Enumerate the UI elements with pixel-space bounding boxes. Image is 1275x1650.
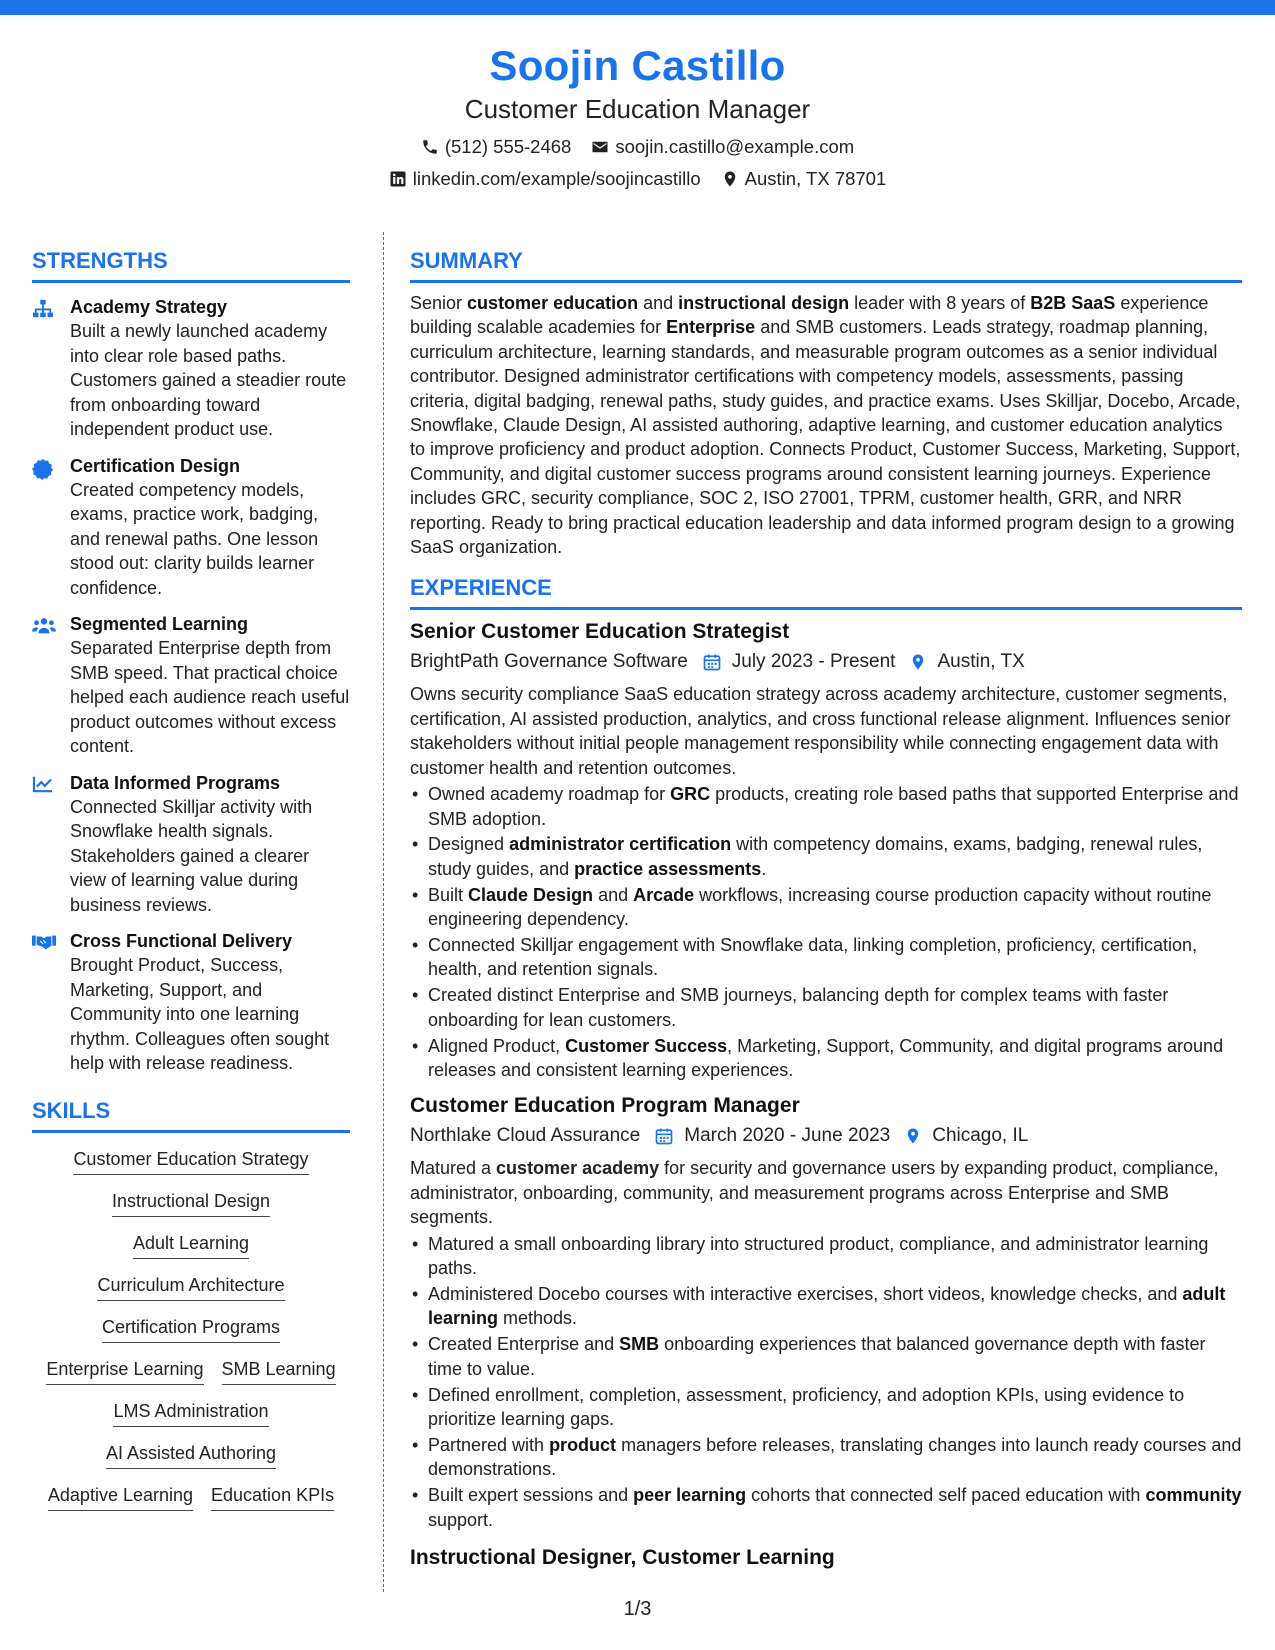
bullet-item [410, 883, 1242, 932]
text-segment: . [761, 858, 767, 879]
text-segment: methods. [498, 1308, 578, 1329]
bold-text: customer education [467, 293, 639, 313]
strength-desc: Separated Enterprise depth from SMB speed. That practical choice helped each audience reach useful product outcomes without excess content. [70, 638, 350, 756]
skill-tag: AI Assisted Authoring [106, 1441, 276, 1469]
bold-text: adult learning [428, 1284, 1226, 1329]
bold-text: Customer Success [565, 1035, 728, 1056]
skill-tag: Certification Programs [102, 1315, 280, 1343]
bold-text: SMB [619, 1334, 660, 1355]
section-rule [410, 607, 1242, 610]
text-segment: Owned academy roadmap for [428, 784, 671, 805]
strength-item [32, 454, 350, 601]
bullet-item [410, 1433, 1242, 1482]
text-segment: products, creating role based paths that supported Enterprise and SMB adoption. [428, 784, 1239, 829]
company-name: BrightPath Governance Software [410, 651, 688, 673]
skill-row [32, 1441, 350, 1469]
bold-text: GRC [670, 784, 711, 805]
text-segment: Owns security compliance SaaS education strategy across academy architecture, customer segments, certification, AI assisted production, analytics, and cross functional release alignment. Influences senior stakeholders without initial people management responsibility while connecting engagement data with customer health and retention outcomes. [410, 684, 1231, 778]
users-icon [32, 616, 56, 636]
strength-item [32, 612, 350, 759]
map-pin-icon [721, 170, 739, 188]
strength-item [32, 929, 350, 1076]
bullet-item [410, 832, 1242, 881]
strength-desc: Connected Skilljar activity with Snowflake health signals. Stakeholders gained a clearer view of learning value during business reviews. [70, 796, 313, 915]
skill-tag: Customer Education Strategy [73, 1147, 308, 1175]
strength-desc: Brought Product, Success, Marketing, Support, and Community into one learning rhythm. Colleagues often sought help with release readiness. [70, 955, 330, 1073]
skill-tag: Instructional Design [112, 1189, 270, 1217]
text-segment: managers before releases, translating changes into launch ready courses and demonstrations. [428, 1434, 1242, 1480]
job-dates: July 2023 - Present [731, 651, 896, 673]
section-rule [32, 1130, 350, 1133]
calendar-icon [654, 1126, 674, 1146]
bold-text: administrator certification [509, 834, 732, 855]
phone-icon [421, 138, 439, 156]
section-rule [410, 280, 1242, 283]
job-title: Senior Customer Education Strategist [410, 620, 790, 644]
skills-list [32, 1147, 350, 1511]
candidate-title: Customer Education Manager [464, 94, 811, 124]
text-segment: , Marketing, Support, Community, and digital programs around releases and consistent learning experiences. [428, 1035, 1224, 1081]
email-text[interactable]: soojin.castillo@example.com [615, 136, 855, 157]
bold-text: Claude Design [468, 884, 594, 905]
bullet-item [410, 1232, 1242, 1281]
text-segment: Created Enterprise and [428, 1334, 620, 1355]
bold-text: B2B SaaS [1030, 293, 1116, 313]
badge-icon [32, 458, 54, 480]
text-segment: Partnered with [428, 1434, 550, 1455]
skill-row [32, 1483, 350, 1511]
job-description [410, 682, 1242, 780]
bold-text: Enterprise [666, 317, 756, 338]
text-segment: Senior [410, 293, 468, 313]
company-name: Northlake Cloud Assurance [410, 1125, 641, 1147]
map-pin-icon [904, 1126, 922, 1146]
bold-text: customer academy [496, 1158, 660, 1179]
phone-text: (512) 555-2468 [444, 136, 572, 157]
job-entry [410, 618, 1242, 1082]
handshake-icon [32, 933, 56, 951]
skill-row [32, 1315, 350, 1343]
chart-line-icon [32, 775, 54, 793]
text-segment: Matured a [410, 1158, 497, 1179]
text-segment: for security and governance users by expanding product, compliance, administrator, onboarding, community, and measurement programs across Enterprise and SMB segments. [410, 1158, 1219, 1228]
bullet-item [410, 1383, 1242, 1432]
sitemap-icon [32, 299, 54, 319]
bullet-item [410, 1483, 1242, 1532]
strength-name: Cross Functional Delivery [70, 931, 293, 951]
experience-heading: EXPERIENCE [410, 575, 552, 601]
strength-desc: Created competency models, exams, practice work, badging, and renewal paths. One lesson stood out: clarity builds learner confidence. [70, 479, 319, 598]
strength-desc: Built a newly launched academy into clear role based paths. Customers gained a steadier route from onboarding toward independent product use. [70, 321, 347, 439]
bold-text: peer learning [633, 1485, 747, 1506]
text-segment: and [638, 293, 679, 313]
text-segment: Designed [428, 834, 510, 855]
bold-text: instructional design [678, 293, 850, 313]
skill-row [32, 1231, 350, 1259]
skill-tag: Curriculum Architecture [97, 1273, 284, 1301]
text-segment: with competency domains, exams, badging, renewal rules, study guides, and [428, 834, 1203, 879]
map-pin-icon [909, 652, 927, 672]
job-description [410, 1156, 1242, 1229]
contact-row-2 [0, 166, 1275, 192]
bullet-item [410, 1282, 1242, 1331]
strength-item [32, 771, 350, 918]
text-segment: Built expert sessions and [428, 1485, 634, 1506]
summary-text [410, 291, 1242, 559]
skill-tag: Education KPIs [211, 1483, 334, 1511]
strength-name: Certification Design [70, 455, 241, 476]
bullet-item [410, 983, 1242, 1032]
strength-item [32, 295, 350, 442]
page-number: 1/3 [623, 1598, 652, 1620]
skill-tag: SMB Learning [222, 1357, 336, 1385]
job-title: Instructional Designer, Customer Learning [410, 1546, 835, 1570]
bullet-item [410, 1332, 1242, 1381]
skill-tag: Adaptive Learning [48, 1483, 193, 1511]
section-rule [32, 280, 350, 283]
job-entry [410, 1544, 1242, 1572]
job-location: Austin, TX [937, 651, 1025, 673]
skill-tag: Adult Learning [133, 1231, 249, 1259]
phone-contact [421, 134, 572, 160]
bold-text: community [1145, 1485, 1242, 1506]
text-segment: Built [428, 884, 469, 905]
text-segment: and SMB customers. Leads strategy, roadmap planning, curriculum architecture, learning standards, and measurable program outcomes as a senior individual contributor. Designed administrator certifications with competency models, assessments, passing criteria, digital badging, renewal paths, study guides, and practice exams. Uses Skilljar, Docebo, Arcade, Snowflake, Claude Design, AI assisted authoring, adaptive learning, and customer education analytics to improve proficiency and product adoption. Connects Product, Customer Success, Marketing, Support, Community, and digital customer success programs around consistent learning journeys. Experience includes GRC, security compliance, SOC 2, ISO 27001, TPRM, customer health, GRR, and NRR reporting. Ready to bring practical education leadership and data informed program design to a growing SaaS organization. [410, 317, 1241, 558]
text-segment: cohorts that connected self paced education with [746, 1485, 1146, 1506]
bullet-item [410, 1034, 1242, 1083]
bold-text: practice assessments [574, 858, 762, 879]
linkedin-icon [389, 170, 407, 188]
text-segment: workflows, increasing course production capacity without routine engineering dependency. [428, 884, 1212, 930]
text-segment: Matured a small onboarding library into structured product, compliance, and administrator learning paths. [428, 1233, 1209, 1279]
text-segment: Aligned Product, [428, 1035, 566, 1056]
location-text: Austin, TX 78701 [744, 168, 887, 189]
skills-heading: SKILLS [32, 1097, 111, 1123]
email-contact[interactable] [591, 134, 854, 160]
linkedin-text[interactable]: linkedin.com/example/soojincastillo [412, 168, 701, 189]
text-segment: Created distinct Enterprise and SMB journeys, balancing depth for complex teams with faster onboarding for lean customers. [428, 985, 1169, 1030]
job-meta [410, 1122, 1242, 1150]
skill-row [32, 1189, 350, 1217]
right-column [410, 246, 1242, 1572]
candidate-name: Soojin Castillo [489, 42, 786, 89]
text-segment: experience building scalable academies for [410, 293, 1209, 338]
job-title: Customer Education Program Manager [410, 1094, 800, 1118]
contact-row-1 [0, 134, 1275, 160]
text-segment: and [593, 884, 634, 905]
text-segment: Defined enrollment, completion, assessment, proficiency, and adoption KPIs, using evidence to prioritize learning gaps. [428, 1384, 1185, 1430]
column-divider [383, 232, 384, 1592]
skill-row [32, 1357, 350, 1385]
resume-header [0, 40, 1275, 192]
location-contact [721, 166, 887, 192]
skill-row [32, 1147, 350, 1175]
text-segment: Administered Docebo courses with interactive exercises, short videos, knowledge checks, and [428, 1284, 1183, 1304]
strengths-heading: STRENGTHS [32, 248, 168, 273]
strength-name: Segmented Learning [70, 614, 249, 634]
linkedin-contact[interactable] [389, 166, 701, 192]
job-bullets [410, 1232, 1242, 1532]
text-segment: onboarding experiences that balanced governance depth with faster time to value. [428, 1334, 1206, 1379]
summary-heading: SUMMARY [410, 248, 523, 273]
job-meta [410, 648, 1242, 676]
skill-row [32, 1399, 350, 1427]
bold-text: product [549, 1434, 617, 1455]
bullet-item [410, 782, 1242, 831]
envelope-icon [591, 138, 609, 156]
job-dates: March 2020 - June 2023 [684, 1125, 891, 1147]
top-accent-bar [0, 0, 1275, 15]
text-segment: support. [428, 1509, 494, 1530]
strength-name: Data Informed Programs [70, 772, 281, 793]
job-bullets [410, 782, 1242, 1082]
text-segment: Connected Skilljar engagement with Snowflake data, linking completion, proficiency, certification, health, and retention signals. [428, 935, 1198, 980]
left-column [32, 246, 350, 1511]
bullet-item [410, 933, 1242, 982]
text-segment: leader with 8 years of [849, 293, 1031, 313]
bold-text: Arcade [633, 884, 695, 905]
job-location: Chicago, IL [932, 1125, 1029, 1147]
skill-tag: Enterprise Learning [46, 1357, 203, 1385]
calendar-icon [702, 652, 722, 672]
job-entry [410, 1092, 1242, 1532]
skill-tag: LMS Administration [113, 1399, 268, 1427]
strength-name: Academy Strategy [70, 297, 228, 317]
skill-row [32, 1273, 350, 1301]
